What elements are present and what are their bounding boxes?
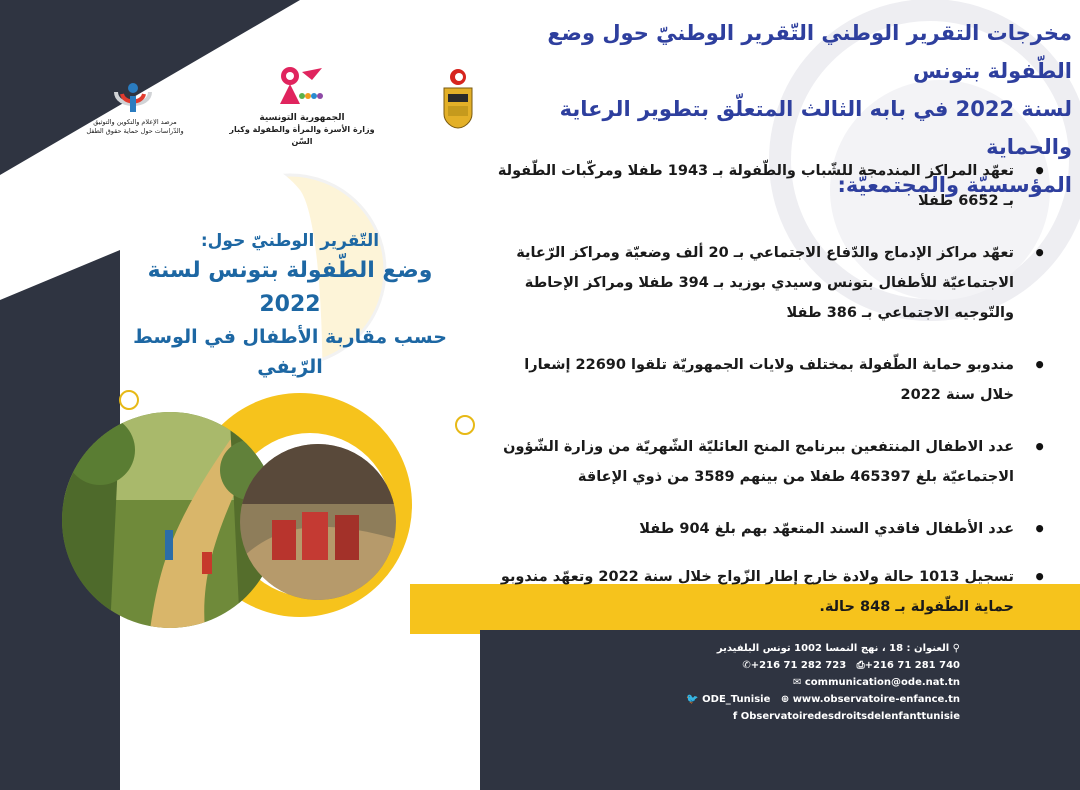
list-item: • عدد الأطفال فاقدي السند المتعهّد بهم بلغ 904 طفلا — [490, 514, 1050, 544]
list-item: • تعهّد مراكز الإدماج والدّفاع الاجتماعي بـ 20 ألف وضعيّة ومراكز الرّعاية الاجتماعيّة للأطفال بتونس وسيدي بوزيد بـ 394 طفلا ومراكز الإحاطة والتّوجيه الاجتماعي بـ 386 طفلا — [490, 238, 1050, 328]
list-item: • تعهّد المراكز المندمجة للشّباب والطّفولة بـ 1943 طفلا ومركّبات الطّفولة بـ 6652 طفلا — [490, 156, 1050, 216]
facebook-icon: f — [732, 711, 741, 722]
footer-contact — [660, 640, 960, 725]
facebook-page[interactable]: Observatoiredesdroitsdelenfanttunisie — [740, 711, 960, 722]
tunisia-coat-of-arms-icon — [442, 68, 474, 130]
report-title-line2: وضع الطّفولة بتونس لسنة 2022 — [147, 258, 433, 317]
email-line — [660, 674, 960, 691]
location-icon: ⚲ — [949, 643, 960, 654]
report-title-line3: حسب مقاربة الأطفال في الوسط الرّيفي — [133, 326, 447, 378]
observatory-logo-text — [80, 118, 190, 136]
list-item: • مندوبو حماية الطّفولة بمختلف ولايات الجمهوريّة تلقوا 22690 إشعارا خلال سنة 2022 — [490, 350, 1050, 410]
website[interactable]: www.observatoire-enfance.tn — [792, 694, 960, 705]
ministry-line2: وزارة الأسرة والمرأة والطفولة وكبار السّن — [229, 125, 375, 146]
fax-icon: ⎙ — [856, 660, 865, 671]
email-icon: ✉ — [792, 677, 805, 688]
web-line — [660, 691, 960, 708]
facebook-line — [660, 708, 960, 725]
twitter-icon: 🐦 — [686, 694, 703, 705]
observatory-line1: مرصد الإعلام والتكوين والتوثيق — [93, 118, 177, 126]
observatory-line2: والدّراسات حول حماية حقوق الطفل — [86, 127, 184, 135]
ministry-logo-icon — [276, 64, 326, 108]
globe-icon: ⊕ — [780, 694, 793, 705]
header-line1: مخرجات التقرير الوطني التّقرير الوطنيّ حول وضع الطّفولة بتونس — [547, 21, 1072, 83]
header-line2: لسنة 2022 في بابه الثالث المتعلّق بتطوير الرعاية والحماية — [559, 97, 1072, 159]
twitter-handle[interactable]: ODE_Tunisie — [702, 694, 771, 705]
small-ring-right — [456, 416, 474, 434]
report-title — [120, 228, 460, 382]
list-item: • تسجيل 1013 حالة ولادة خارج إطار الزّواج خلال سنة 2022 وتعهّد مندوبو حماية الطّفولة بـ 848 حالة. — [490, 562, 1050, 622]
phone-icon: ✆ — [742, 660, 751, 671]
ministry-line1: الجمهورية التونسية — [259, 113, 345, 123]
observatory-logo-icon — [112, 80, 154, 116]
report-title-line1: التّقرير الوطنيّ حول: — [200, 231, 380, 251]
stats-list — [490, 156, 1050, 622]
fax: +216 71 281 740 — [864, 660, 960, 671]
list-item: • عدد الاطفال المنتفعين ببرنامج المنح العائليّة الشّهريّة من وزارة الشّؤون الاجتماعيّة بلغ 465397 طفلا من بينهم 3589 من ذوي الإعاقة — [490, 432, 1050, 492]
phone-line — [660, 657, 960, 674]
address-line: ⚲ العنوان : 18 ، نهج النمسا 1002 تونس البلفيدير — [716, 643, 960, 654]
email[interactable]: communication@ode.nat.tn — [804, 677, 960, 688]
header-line3: المؤسسيّة والمجتمعيّة: — [837, 173, 1072, 197]
ministry-logo-text — [222, 112, 382, 148]
phone: +216 71 282 723 — [750, 660, 847, 671]
